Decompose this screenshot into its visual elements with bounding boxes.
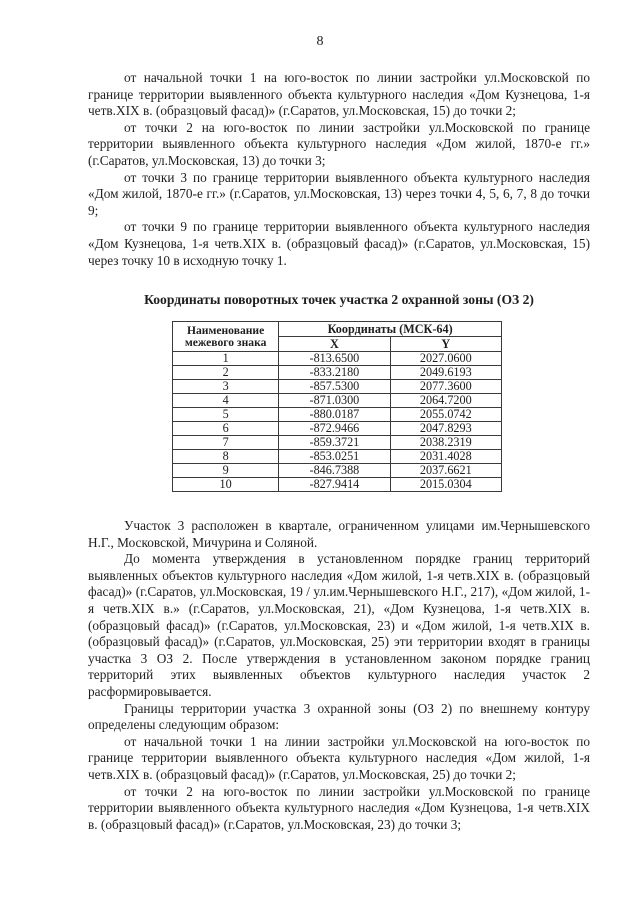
table-row bbox=[173, 394, 502, 408]
cell-point: 6 bbox=[173, 422, 279, 436]
cell-point: 9 bbox=[173, 464, 279, 478]
coordinates-table bbox=[172, 321, 502, 492]
cell-point: 10 bbox=[173, 478, 279, 492]
table-row bbox=[173, 366, 502, 380]
paragraph: Участок 3 расположен в квартале, ограниченном улицами им.Чернышевского Н.Г., Московской, Мичурина и Соляной. bbox=[88, 518, 590, 550]
cell-point: 5 bbox=[173, 408, 279, 422]
header-x: X bbox=[279, 337, 390, 352]
table-row bbox=[173, 478, 502, 492]
table-row bbox=[173, 464, 502, 478]
cell-x: -853.0251 bbox=[279, 450, 390, 464]
cell-y: 2015.0304 bbox=[390, 478, 501, 492]
paragraph: от начальной точки 1 на линии застройки ул.Московской на юго-восток по границе территории выявленного объекта культурного наследия «Дом жилой, 1-я четв.XIX в. (образцовый фасад)» (г.Саратов, ул.Московская, 25) до точки 2; bbox=[88, 733, 590, 782]
table-header-row bbox=[173, 322, 502, 337]
table-row bbox=[173, 352, 502, 366]
paragraph: Границы территории участка 3 охранной зоны (ОЗ 2) по внешнему контуру определены следующим образом: bbox=[88, 700, 590, 733]
cell-x: -827.9414 bbox=[279, 478, 390, 492]
table-row bbox=[173, 422, 502, 436]
cell-x: -857.5300 bbox=[279, 380, 390, 394]
header-y: Y bbox=[390, 337, 501, 352]
table-row bbox=[173, 436, 502, 450]
paragraph: До момента утверждения в установленном порядке границ территорий выявленных объектов культурного наследия «Дом жилой, 1-я четв.XIX в. (образцовый фасад)» (г.Саратов, ул.Московская, 19 / ул.им.Чернышевского Н.Г., 217), «Дом жилой, 1-я четв.XIX в.» (г.Саратов, ул.Московская, 21), «Дом Кузнецова, 1-я четв.XIX в. (образцовый фасад)» (г.Саратов, ул.Московская, 23) и «Дом жилой, 1-я четв.XIX в. (образцовый фасад)» (г.Саратов, ул.Московская, 25) эти территории входят в границы участка 3 ОЗ 2. После утверждения в установленном законом порядке границ территорий этих выявленных объектов культурного наследия участок 2 расформировывается. bbox=[88, 551, 590, 699]
cell-y: 2064.7200 bbox=[390, 394, 501, 408]
header-name: Наименование межевого знака bbox=[173, 322, 279, 352]
paragraph: от точки 9 по границе территории выявленного объекта культурного наследия «Дом Кузнецова, 1-я четв.XIX в. (образцовый фасад)» (г.Саратов, ул.Московская, 15) через точку 10 в исходную точку 1. bbox=[88, 219, 590, 268]
page-number: 8 bbox=[316, 34, 324, 49]
header-coordinates: Координаты (МСК-64) bbox=[279, 322, 502, 337]
cell-y: 2047.8293 bbox=[390, 422, 501, 436]
cell-y: 2055.0742 bbox=[390, 408, 501, 422]
table-row bbox=[173, 450, 502, 464]
paragraph: от точки 2 на юго-восток по линии застройки ул.Московской по границе территории выявленного объекта культурного наследия «Дом Кузнецова, 1-я четв.XIX в. (образцовый фасад)» (г.Саратов, ул.Московская, 23) до точки 3; bbox=[88, 783, 590, 832]
cell-point: 4 bbox=[173, 394, 279, 408]
cell-y: 2037.6621 bbox=[390, 464, 501, 478]
cell-x: -872.9466 bbox=[279, 422, 390, 436]
table-row bbox=[173, 380, 502, 394]
paragraph: от начальной точки 1 на юго-восток по линии застройки ул.Московской по границе территории выявленного объекта культурного наследия «Дом Кузнецова, 1-я четв.XIX в. (образцовый фасад)» (г.Саратов, ул.Московская, 15) до точки 2; bbox=[88, 70, 590, 119]
top-text-block bbox=[88, 70, 590, 269]
cell-x: -871.0300 bbox=[279, 394, 390, 408]
cell-point: 7 bbox=[173, 436, 279, 450]
cell-x: -859.3721 bbox=[279, 436, 390, 450]
cell-point: 8 bbox=[173, 450, 279, 464]
cell-point: 3 bbox=[173, 380, 279, 394]
table-row bbox=[173, 408, 502, 422]
cell-x: -846.7388 bbox=[279, 464, 390, 478]
cell-y: 2049.6193 bbox=[390, 366, 501, 380]
cell-y: 2027.0600 bbox=[390, 352, 501, 366]
bottom-text-block bbox=[88, 518, 590, 833]
cell-y: 2038.2319 bbox=[390, 436, 501, 450]
section-title: Координаты поворотных точек участка 2 охранной зоны (ОЗ 2) bbox=[144, 292, 534, 307]
cell-x: -880.0187 bbox=[279, 408, 390, 422]
paragraph: от точки 2 на юго-восток по линии застройки ул.Московской по границе территории выявленного объекта культурного наследия «Дом жилой, 1870-е гг.» (г.Саратов, ул.Московская, 13) до точки 3; bbox=[88, 119, 590, 168]
cell-y: 2031.4028 bbox=[390, 450, 501, 464]
cell-point: 2 bbox=[173, 366, 279, 380]
cell-point: 1 bbox=[173, 352, 279, 366]
cell-x: -813.6500 bbox=[279, 352, 390, 366]
cell-y: 2077.3600 bbox=[390, 380, 501, 394]
cell-x: -833.2180 bbox=[279, 366, 390, 380]
paragraph: от точки 3 по границе территории выявленного объекта культурного наследия «Дом жилой, 1870-е гг.» (г.Саратов, ул.Московская, 13) через точки 4, 5, 6, 7, 8 до точки 9; bbox=[88, 169, 590, 218]
